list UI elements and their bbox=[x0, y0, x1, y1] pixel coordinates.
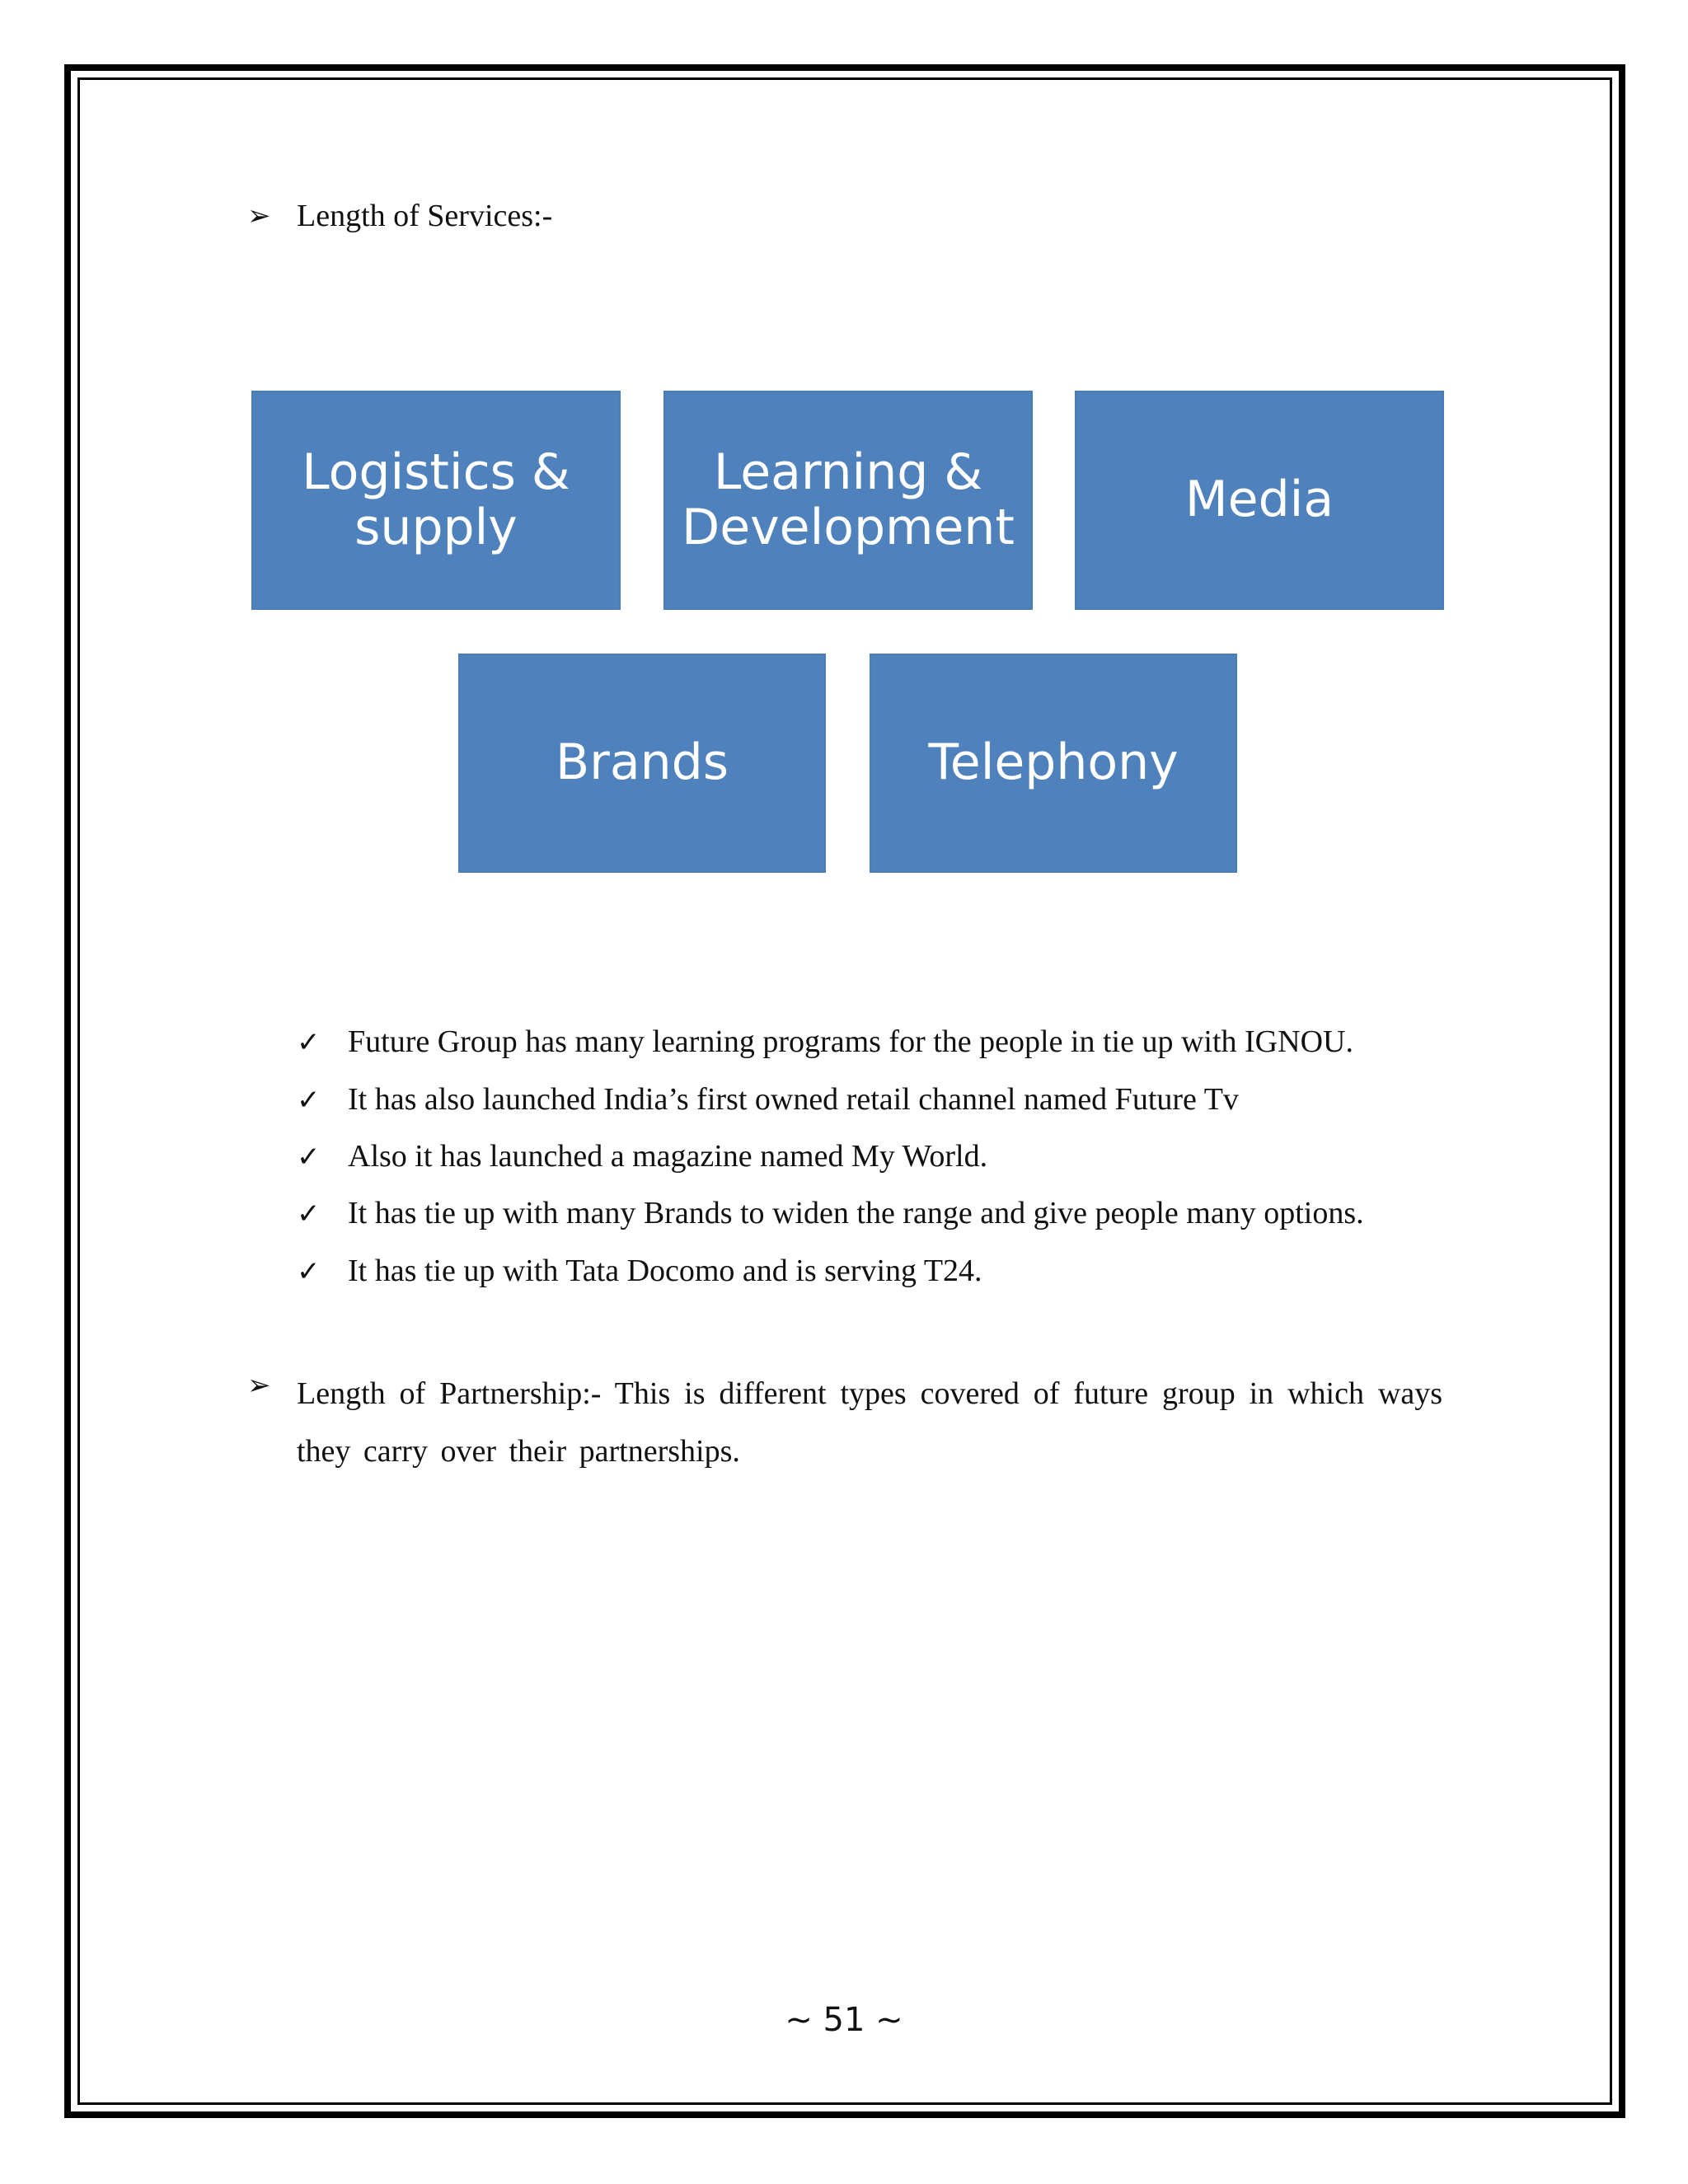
checkmark-icon: ✓ bbox=[297, 1197, 321, 1230]
checklist-item bbox=[297, 1024, 1353, 1062]
checklist-item-text: It has tie up with Tata Docomo and is serving T24. bbox=[348, 1254, 982, 1288]
checklist-item bbox=[297, 1081, 1239, 1119]
checkmark-icon: ✓ bbox=[297, 1141, 321, 1174]
checkmark-icon: ✓ bbox=[297, 1255, 321, 1288]
services-heading: Length of Services:- bbox=[297, 199, 553, 233]
checkmark-icon: ✓ bbox=[297, 1084, 321, 1117]
checkmark-icon: ✓ bbox=[297, 1026, 321, 1059]
checklist-item bbox=[297, 1195, 1364, 1233]
arrow-bullet-icon: ➢ bbox=[247, 201, 271, 232]
diagram-box-media: Media bbox=[1075, 391, 1444, 610]
checklist-item-text: It has also launched India’s first owned retail channel named Future Tv bbox=[348, 1082, 1239, 1117]
page-number: ~ 51 ~ bbox=[785, 2001, 903, 2039]
checklist-item-text: Also it has launched a magazine named My World. bbox=[348, 1139, 988, 1174]
diagram-box-learning: Learning & Development bbox=[663, 391, 1033, 610]
arrow-bullet-icon: ➢ bbox=[247, 1371, 271, 1401]
checklist-item bbox=[297, 1138, 987, 1176]
diagram-box-brands: Brands bbox=[458, 654, 826, 873]
diagram-box-telephony: Telephony bbox=[870, 654, 1237, 873]
diagram-box-logistics: Logistics & supply bbox=[251, 391, 621, 610]
checklist-item-text: It has tie up with many Brands to widen the range and give people many options. bbox=[348, 1196, 1364, 1230]
checklist-item bbox=[297, 1253, 982, 1291]
partnership-paragraph: Length of Partnership:- This is different types covered of future group in which ways they carry over their partnerships. bbox=[297, 1376, 1442, 1469]
checklist-item-text: Future Group has many learning programs for the people in tie up with IGNOU. bbox=[348, 1024, 1353, 1059]
